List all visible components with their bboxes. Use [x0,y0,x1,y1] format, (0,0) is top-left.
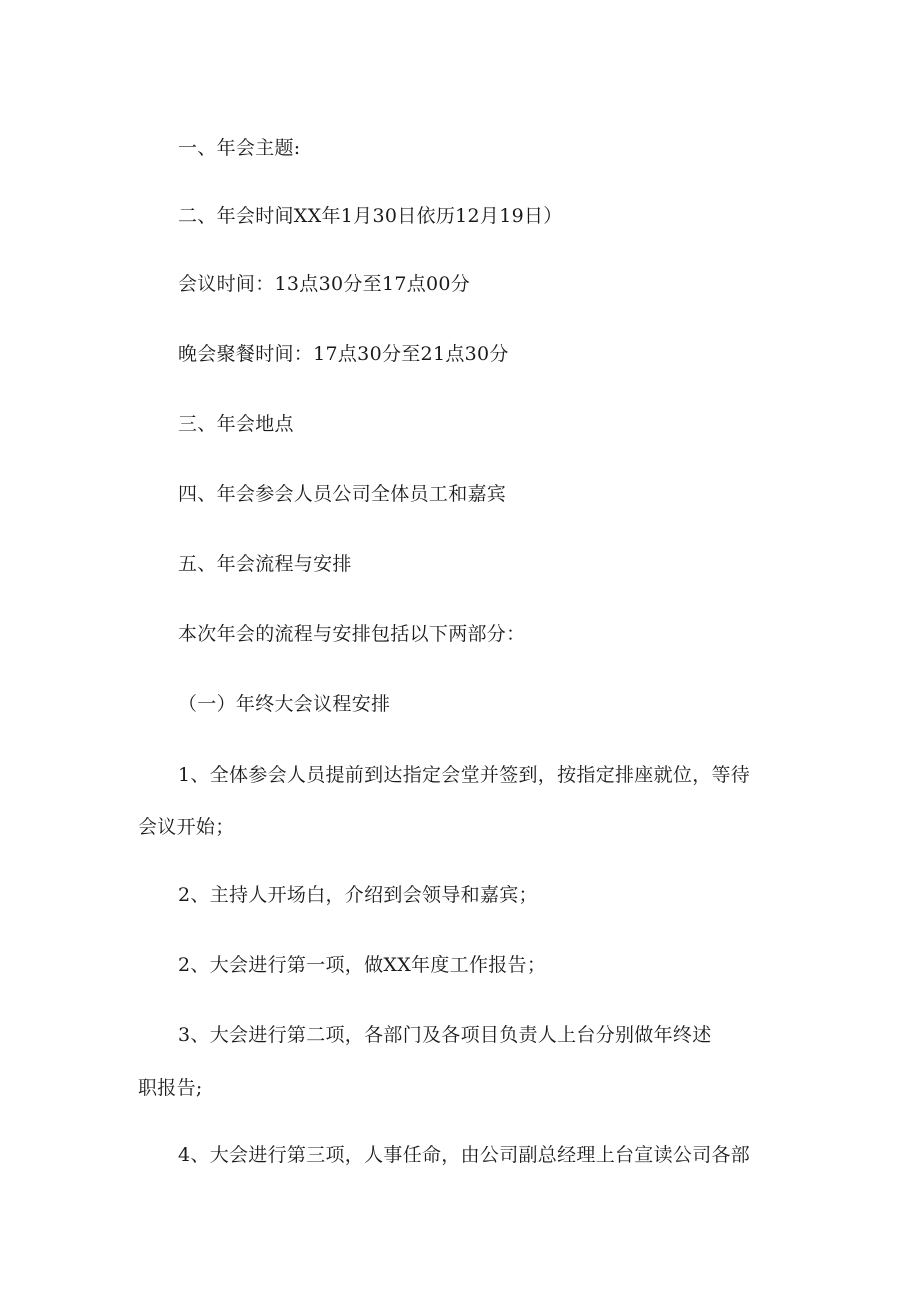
agenda-item-1: 1、全体参会人员提前到达指定会堂并签到，按指定排座就位，等待 [178,764,751,786]
meeting-time: 会议时间：13点30分至17点00分 [178,273,471,295]
section-5-agenda: 五、年会流程与安排 [178,553,352,575]
section-2-date: 二、年会时间XX年1月30日依历12月19日） [178,205,563,227]
agenda-item-3: 3、大会进行第二项，各部门及各项目负责人上台分别做年终述 [178,1024,712,1046]
agenda-item-3-continued: 职报告; [138,1077,203,1099]
section-4-attendees: 四、年会参会人员公司全体员工和嘉宾 [178,483,507,505]
section-3-location: 三、年会地点 [178,413,294,435]
agenda-intro: 本次年会的流程与安排包括以下两部分： [178,623,526,645]
dinner-time: 晚会聚餐时间：17点30分至21点30分 [178,343,509,365]
agenda-item-4: 4、大会进行第三项，人事任命，由公司副总经理上台宣读公司各部 [178,1144,751,1166]
subsection-1-title: （一）年终大会议程安排 [178,693,391,715]
agenda-item-2: 2、主持人开场白，介绍到会领导和嘉宾； [178,884,538,906]
section-1-theme: 一、年会主题: [178,137,301,159]
agenda-item-2b: 2、大会进行第一项，做XX年度工作报告； [178,954,547,976]
agenda-item-1-continued: 会议开始； [138,816,235,838]
